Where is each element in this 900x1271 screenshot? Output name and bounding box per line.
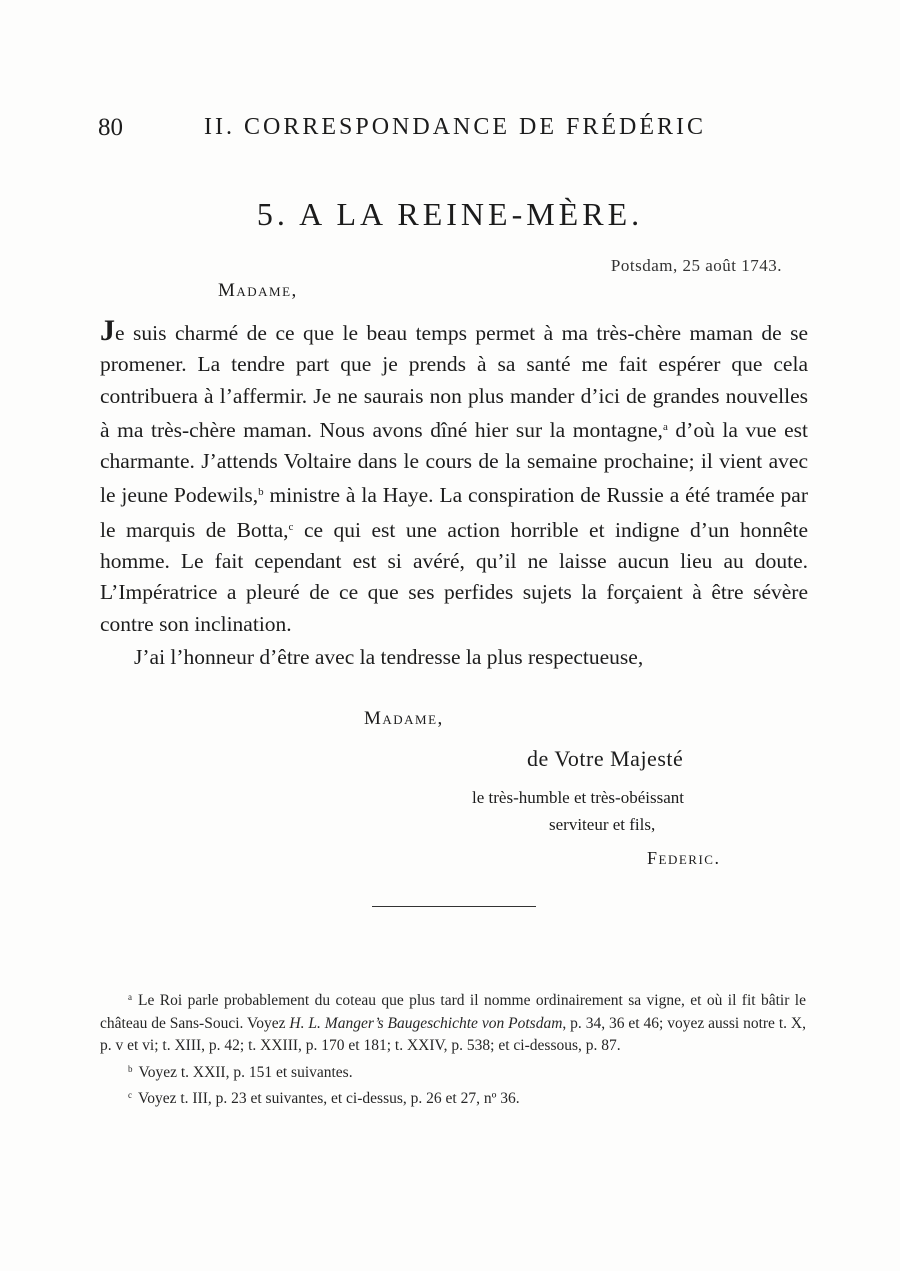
paragraph-text: ce qui est une action horrible et indigne d’un honnête homme. Le fait cependant est si avéré, qu’il ne laisse aucun lieu au doute. L’Impératrice a pleuré de ce que ses perfides sujets la forçaient à être sévère contre son inclination. [100, 517, 808, 636]
paragraph-text: d’où la vue est charmante. J’attends Voltaire dans le cours de la semaine prochaine; il vient avec le jeune Podewils, [100, 417, 808, 508]
salutation: Madame, [218, 280, 298, 301]
footnote-mark: a [128, 992, 132, 1002]
footnote-b [100, 1058, 806, 1085]
paragraph-text: ministre à la Haye. La conspiration de Russie a été tramée par le marquis de Botta, [100, 483, 808, 542]
footnote-mark: c [128, 1090, 132, 1100]
footnote-mark: b [128, 1063, 133, 1074]
signature: Federic. [647, 848, 721, 868]
footnote-a [100, 986, 806, 1058]
letter-paragraph [100, 315, 808, 640]
dateline: Potsdam, 25 août 1743. [610, 256, 782, 275]
footnote-text: Voyez t. III, p. 23 et suivantes, et ci-dessus, p. 26 et 27, nº 36. [138, 1090, 520, 1107]
footnote-ref-c: c [288, 520, 294, 533]
footnotes [100, 986, 806, 1111]
paragraph-text: Je suis charmé de ce que le beau temps permet à ma très-chère maman de se promener. La tendre part que je prends à sa santé me fait espérer que cela contribuera à l’affermir. Je ne saurais non plus mander d’ici de grandes nouvelles à ma très-chère maman. Nous avons dîné hier sur la montagne, [100, 314, 808, 442]
closing-line: le très-humble et très-obéissant [472, 788, 684, 807]
running-head: II. CORRESPONDANCE DE FRÉDÉRIC [204, 114, 707, 140]
letter-title: 5. A LA REINE-MÈRE. [256, 196, 644, 232]
letter-body [100, 315, 808, 673]
closing-address: Madame, [364, 708, 444, 729]
page-number: 80 [98, 114, 123, 141]
footnote-text: Voyez t. XXII, p. 151 et suivantes. [138, 1063, 353, 1081]
closing-sentence: J’ai l’honneur d’être avec la tendresse la plus respectueuse, [134, 644, 644, 669]
footnote-text: , p. 34, 36 et 46; voyez aussi notre t. X, p. v et vi; t. XIII, p. 42; t. XXIII, p. 170 et 181; t. XXIV, p. 538; et ci-dessous, p. 87. [100, 1014, 806, 1054]
closing-line: serviteur et fils, [549, 815, 656, 834]
closing-line: de Votre Majesté [527, 746, 684, 771]
footnote-citation: H. L. Manger’s Baugeschichte von Potsdam [289, 1014, 563, 1032]
footnote-divider [372, 906, 536, 907]
footnote-text: Le Roi parle probablement du coteau que plus tard il nomme ordinairement sa vigne, et où il fit bâtir le château de Sans-Souci. Voyez [100, 992, 806, 1032]
footnote-ref-b: b [258, 486, 264, 499]
footnote-ref-a: a [662, 420, 668, 433]
footnote-c [100, 1084, 806, 1111]
